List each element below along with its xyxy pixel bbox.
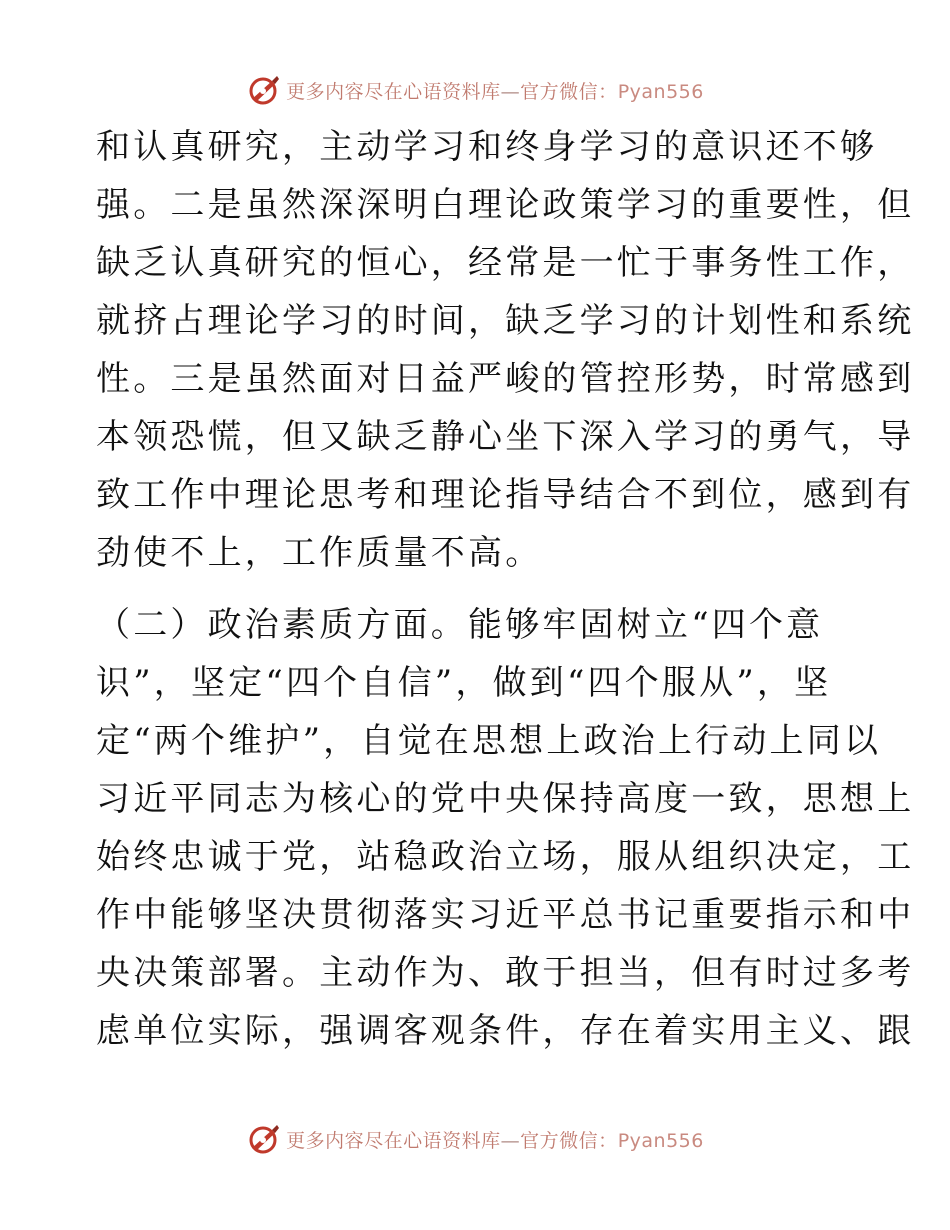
pen-logo-icon — [246, 73, 280, 107]
paragraph-line: 识”，坚定“四个自信”，做到“四个服从”，坚 — [96, 663, 832, 703]
paragraph-line: （二）政治素质方面。能够牢固树立“四个意 — [96, 605, 824, 645]
paragraph-line: 就挤占理论学习的时间，缺乏学习的计划性和系统 — [96, 301, 915, 341]
paragraph-line: 劲使不上，工作质量不高。 — [96, 533, 543, 573]
footer-separator: — — [500, 1129, 521, 1152]
paragraph-spacer — [96, 582, 856, 596]
paragraph-line: 和认真研究，主动学习和终身学习的意识还不够 — [96, 127, 878, 167]
paragraph-line: 始终忠诚于党，站稳政治立场，服从组织决定，工 — [96, 837, 915, 877]
paragraph-2 — [96, 596, 915, 1060]
header-wechat-label: 官方微信： — [520, 80, 618, 103]
paragraph-line: 缺乏认真研究的恒心，经常是一忙于事务性工作， — [96, 243, 915, 283]
footer-wechat-id: Pyan556 — [617, 1129, 704, 1152]
paragraph-line: 央决策部署。主动作为、敢于担当，但有时过多考 — [96, 953, 915, 993]
pen-logo-icon — [246, 1122, 280, 1156]
document-body — [96, 118, 915, 1060]
paragraph-line: 虑单位实际，强调客观条件，存在着实用主义、跟 — [96, 1011, 915, 1051]
paragraph-line: 性。三是虽然面对日益严峻的管控形势，时常感到 — [96, 359, 915, 399]
header-wechat-id: Pyan556 — [617, 80, 704, 103]
paragraph-line: 习近平同志为核心的党中央保持高度一致，思想上 — [96, 779, 915, 819]
header-banner — [0, 70, 950, 110]
paragraph-line: 本领恐慌，但又缺乏静心坐下深入学习的勇气，导 — [96, 417, 915, 457]
header-banner-text — [286, 77, 704, 104]
paragraph-line: 强。二是虽然深深明白理论政策学习的重要性，但 — [96, 185, 915, 225]
footer-banner-text — [286, 1126, 704, 1153]
header-separator: — — [500, 80, 521, 103]
paragraph-line: 作中能够坚决贯彻落实习近平总书记重要指示和中 — [96, 895, 915, 935]
paragraph-line: 定“两个维护”，自觉在思想上政治上行动上同以 — [96, 721, 882, 761]
paragraph-line: 致工作中理论思考和理论指导结合不到位，感到有 — [96, 475, 915, 515]
header-brand-text: 更多内容尽在心语资料库 — [286, 80, 501, 103]
footer-wechat-label: 官方微信： — [520, 1129, 618, 1152]
footer-brand-text: 更多内容尽在心语资料库 — [286, 1129, 501, 1152]
paragraph-1 — [96, 118, 915, 582]
footer-banner — [0, 1119, 950, 1159]
